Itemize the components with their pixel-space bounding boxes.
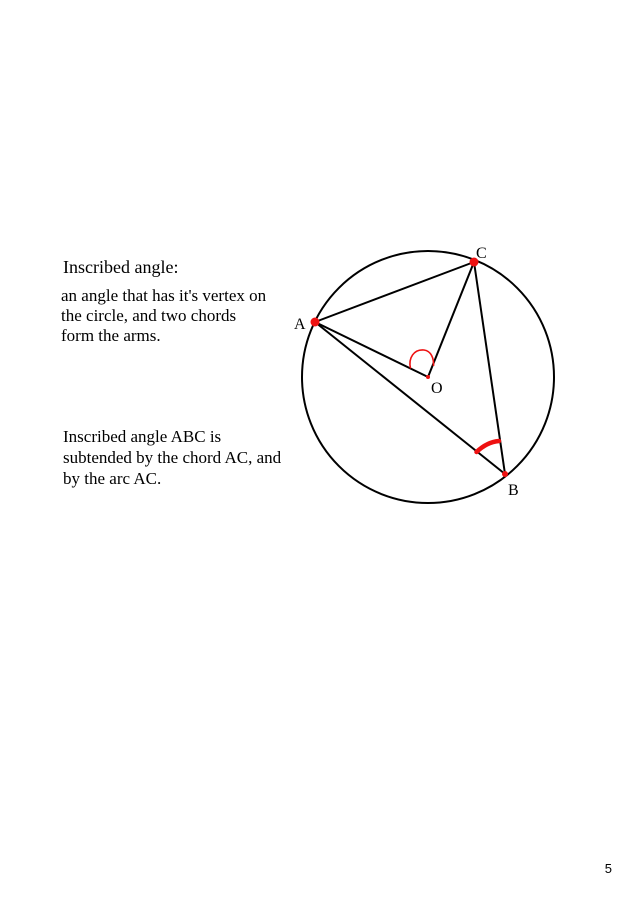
statement-line: Inscribed angle ABC is (63, 427, 222, 446)
point-o (426, 375, 430, 379)
page-number: 5 (604, 861, 612, 876)
central-angle-arc (410, 350, 434, 369)
label-c: C (476, 245, 487, 262)
inscribed-angle-arc (477, 441, 500, 452)
label-o: O (431, 380, 443, 397)
label-b: B (508, 482, 519, 499)
statement-line: by the arc AC. (63, 469, 162, 488)
radius-oc (428, 262, 474, 377)
heading: Inscribed angle: (63, 257, 179, 277)
definition-line: form the arms. (61, 326, 161, 345)
statement-line: subtended by the chord AC, and (63, 448, 282, 467)
point-a (311, 318, 320, 327)
point-b (502, 471, 508, 477)
definition-line: the circle, and two chords (61, 306, 237, 325)
definition-line: an angle that has it's vertex on (61, 286, 267, 305)
chord-ac (315, 262, 474, 322)
label-a: A (294, 316, 306, 333)
radius-oa (315, 322, 428, 377)
